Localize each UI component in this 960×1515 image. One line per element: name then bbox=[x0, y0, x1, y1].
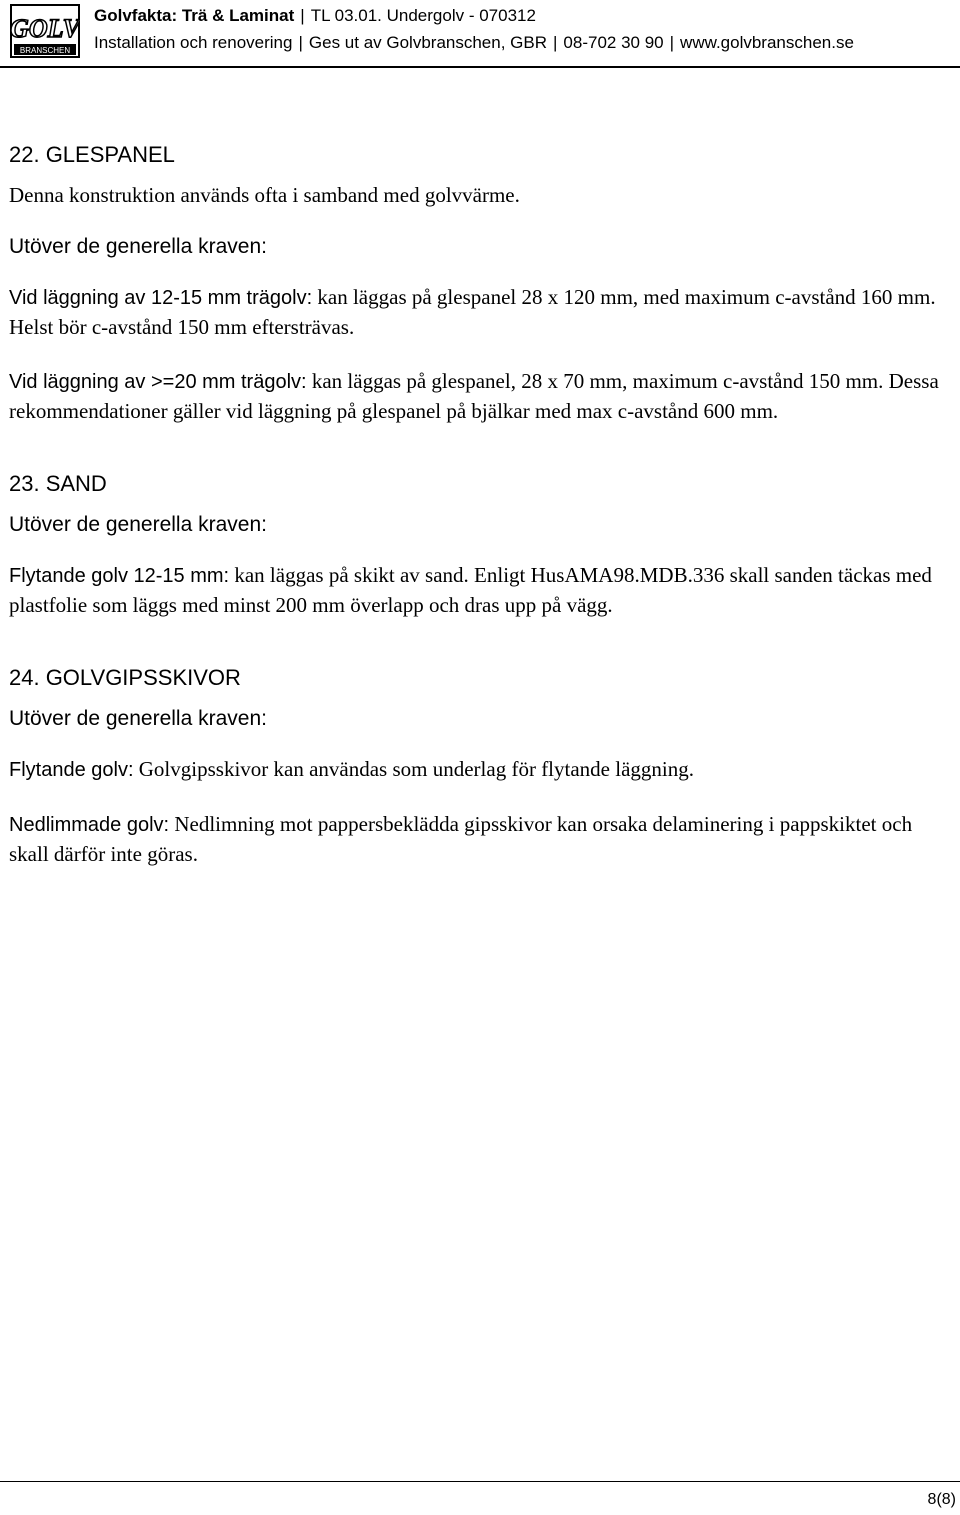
header-info-2: Ges ut av Golvbranschen, GBR bbox=[308, 33, 547, 52]
section-24-p1-lead: Flytande golv: bbox=[9, 759, 134, 781]
header-divider bbox=[0, 66, 960, 68]
section-24-p2-lead: Nedlimmade golv: bbox=[9, 814, 170, 836]
section-23-p1-text: kan läggas på skikt av sand. Enligt HusAMA98.MDB.336 skall sanden täckas med plastfolie som läggs med minst 200 mm överlapp och dras upp på vägg. bbox=[9, 563, 932, 617]
header-title-line: Golvfakta: Trä & Laminat | TL 03.01. Undergolv - 070312 bbox=[94, 6, 536, 25]
page-number: 8(8) bbox=[927, 1491, 956, 1508]
header-title: Golvfakta: Trä & Laminat bbox=[94, 6, 295, 25]
document-body bbox=[9, 140, 939, 869]
section-22-p2-text: kan läggas på glespanel, 28 x 70 mm, maximum c-avstånd 150 mm. Dessa rekommendationer gäller vid läggning på glespanel på bjälkar med max c-avstånd 600 mm. bbox=[9, 369, 939, 423]
section-22-heading: 22. GLESPANEL bbox=[9, 142, 175, 167]
section-23-p1-lead: Flytande golv 12-15 mm: bbox=[9, 565, 230, 587]
header-info-1: Installation och renovering bbox=[94, 33, 293, 52]
header-website: www.golvbranschen.se bbox=[680, 33, 854, 52]
footer-divider bbox=[0, 1481, 960, 1482]
section-24-heading: 24. GOLVGIPSSKIVOR bbox=[9, 665, 241, 690]
section-24-subheading: Utöver de generella kraven: bbox=[9, 707, 267, 730]
section-22-paragraph-1 bbox=[9, 283, 939, 342]
section-23-heading: 23. SAND bbox=[9, 471, 107, 496]
section-22-paragraph-2 bbox=[9, 367, 939, 426]
section-22-p2-lead: Vid läggning av >=20 mm trägolv: bbox=[9, 371, 307, 393]
section-23-paragraph-1 bbox=[9, 561, 939, 620]
golvbranschen-logo bbox=[10, 4, 80, 58]
section-23-subheading: Utöver de generella kraven: bbox=[9, 513, 267, 536]
header-doc-id: TL 03.01. Undergolv - 070312 bbox=[310, 6, 536, 25]
section-24-paragraph-2 bbox=[9, 810, 939, 869]
section-24-p1-text: Golvgipsskivor kan användas som underlag för flytande läggning. bbox=[133, 757, 694, 781]
section-24-paragraph-1 bbox=[9, 755, 939, 785]
section-22-subheading: Utöver de generella kraven: bbox=[9, 235, 267, 258]
page-header bbox=[0, 0, 960, 66]
header-phone: 08-702 30 90 bbox=[563, 33, 664, 52]
svg-text:BRANSCHEN: BRANSCHEN bbox=[19, 46, 71, 55]
section-22-p1-lead: Vid läggning av 12-15 mm trägolv: bbox=[9, 287, 313, 309]
header-info-line: Installation och renovering | Ges ut av Golvbranschen, GBR | 08-702 30 90 | www.golvbranschen.se bbox=[94, 33, 854, 52]
svg-text:GOLV: GOLV bbox=[10, 14, 80, 43]
section-24-p2-text: Nedlimning mot pappersbeklädda gipsskivor kan orsaka delaminering i pappskiktet och skall därför inte göras. bbox=[9, 812, 913, 866]
section-22-p1-text: kan läggas på glespanel 28 x 120 mm, med maximum c-avstånd 160 mm. Helst bör c-avstånd 150 mm eftersträvas. bbox=[9, 285, 936, 339]
section-22-intro: Denna konstruktion används ofta i samband med golvvärme. bbox=[9, 183, 520, 207]
